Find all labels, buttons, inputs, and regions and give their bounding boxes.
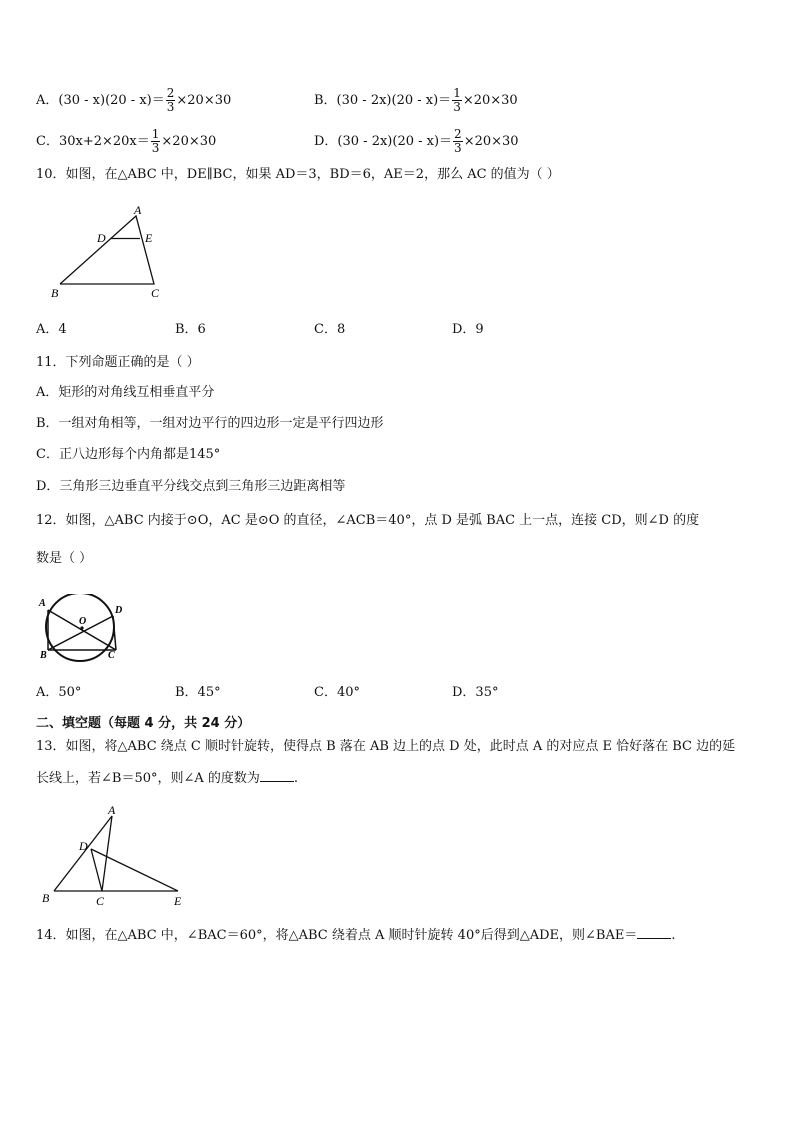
q12-option-c: C．40° xyxy=(314,685,360,700)
q13-label-d: D xyxy=(79,839,88,853)
q12-circle-figure xyxy=(36,594,136,664)
q12-label-d: D xyxy=(115,605,123,616)
q14-stem xyxy=(36,926,675,945)
q11-option-b: B．一组对角相等，一组对边平行的四边形一定是平行四边形 xyxy=(36,416,384,431)
q13-stem-line2-text: 长线上，若∠B＝50°，则∠A 的度数为 xyxy=(36,771,260,786)
fraction-numerator: 2 xyxy=(166,86,175,100)
q11-option-a: A．矩形的对角线互相垂直平分 xyxy=(36,385,215,400)
q12-option-d: D．35° xyxy=(452,685,499,700)
q10-label-c: C xyxy=(151,286,160,300)
q9-option-c-fraction xyxy=(151,128,161,155)
q9-option-d-suffix: ×20×30 xyxy=(463,134,519,149)
q9-option-c xyxy=(36,128,216,155)
q9-option-b-suffix: ×20×30 xyxy=(462,93,518,108)
q9-option-c-suffix: ×20×30 xyxy=(161,134,217,149)
q10-label-a: A xyxy=(134,203,142,217)
q10-triangle-abc xyxy=(60,216,154,284)
fraction-numerator: 1 xyxy=(453,86,461,100)
q9-option-d-prefix: D．(30 - 2x)(20 - x)＝ xyxy=(314,134,453,149)
q13-line-dc xyxy=(91,849,102,891)
q12-option-a: A．50° xyxy=(36,685,82,700)
q13-line-de xyxy=(91,849,178,891)
q13-stem-period: . xyxy=(293,771,299,786)
q13-answer-blank xyxy=(260,769,294,782)
q13-rotation-figure xyxy=(36,802,196,908)
q10-option-d: D．9 xyxy=(452,322,484,337)
q9-option-b-prefix: B．(30 - 2x)(20 - x)＝ xyxy=(314,93,452,108)
q9-option-d-fraction xyxy=(453,128,463,155)
q13-label-c: C xyxy=(96,894,105,908)
q13-label-a: A xyxy=(108,803,116,817)
q12-stem-line2: 数是（ ） xyxy=(36,551,93,566)
q9-option-a-prefix: A．(30 - x)(20 - x)＝ xyxy=(36,93,165,108)
fraction-denominator: 3 xyxy=(454,141,462,155)
q10-option-b: B．6 xyxy=(175,322,206,337)
q10-label-e: E xyxy=(145,231,153,245)
section-fill-in-blanks-heading: 二、填空题（每题 4 分，共 24 分） xyxy=(36,716,251,731)
q10-label-b: B xyxy=(51,286,59,300)
q9-option-a-suffix: ×20×30 xyxy=(176,93,232,108)
q13-label-b: B xyxy=(42,891,50,905)
fraction-denominator: 3 xyxy=(166,100,175,114)
fraction-numerator: 2 xyxy=(454,127,462,141)
q11-option-c: C．正八边形每个内角都是145° xyxy=(36,447,221,462)
q9-option-d xyxy=(314,128,519,155)
q11-stem: 11．下列命题正确的是（ ） xyxy=(36,355,200,370)
q12-option-b: B．45° xyxy=(175,685,221,700)
fraction-denominator: 3 xyxy=(453,100,461,114)
q12-stem-line1: 12．如图，△ABC 内接于⊙O，AC 是⊙O 的直径，∠ACB＝40°，点 D 是弧 BAC 上一点，连接 CD，则∠D 的度 xyxy=(36,513,700,528)
q14-stem-text: 14．如图，在△ABC 中，∠BAC＝60°，将△ABC 绕着点 A 顺时针旋转 40°后得到△ADE，则∠BAE＝ xyxy=(36,928,638,943)
q12-label-o: O xyxy=(79,616,87,627)
q12-label-a: A xyxy=(39,598,46,609)
q9-option-c-prefix: C．30x+2×20x＝ xyxy=(36,134,150,149)
q12-label-b: B xyxy=(40,650,47,661)
fraction-numerator: 1 xyxy=(151,127,160,141)
q12-circle-o xyxy=(46,594,114,661)
q12-label-c: C xyxy=(108,650,115,661)
q9-option-b xyxy=(314,87,518,114)
q10-label-d: D xyxy=(97,231,106,245)
q13-stem-line2 xyxy=(36,769,298,788)
q9-option-b-fraction xyxy=(452,87,462,114)
q9-option-a-fraction xyxy=(166,87,176,114)
q9-option-a xyxy=(36,87,231,114)
q10-option-a: A．4 xyxy=(36,322,67,337)
q11-option-d: D．三角形三边垂直平分线交点到三角形三边距离相等 xyxy=(36,479,346,494)
q10-stem: 10．如图，在△ABC 中，DE∥BC，如果 AD＝3，BD＝6，AE＝2，那么 AC 的值为（ ） xyxy=(36,167,560,182)
q13-label-e: E xyxy=(174,894,182,908)
q10-triangle-figure xyxy=(44,202,174,302)
fraction-denominator: 3 xyxy=(151,141,160,155)
q14-answer-blank xyxy=(637,926,671,939)
q10-option-c: C．8 xyxy=(314,322,346,337)
q14-stem-period: . xyxy=(671,928,676,943)
q13-stem-line1: 13．如图，将△ABC 绕点 C 顺时针旋转，使得点 B 落在 AB 边上的点 D 处，此时点 A 的对应点 E 恰好落在 BC 边的延 xyxy=(36,739,736,754)
